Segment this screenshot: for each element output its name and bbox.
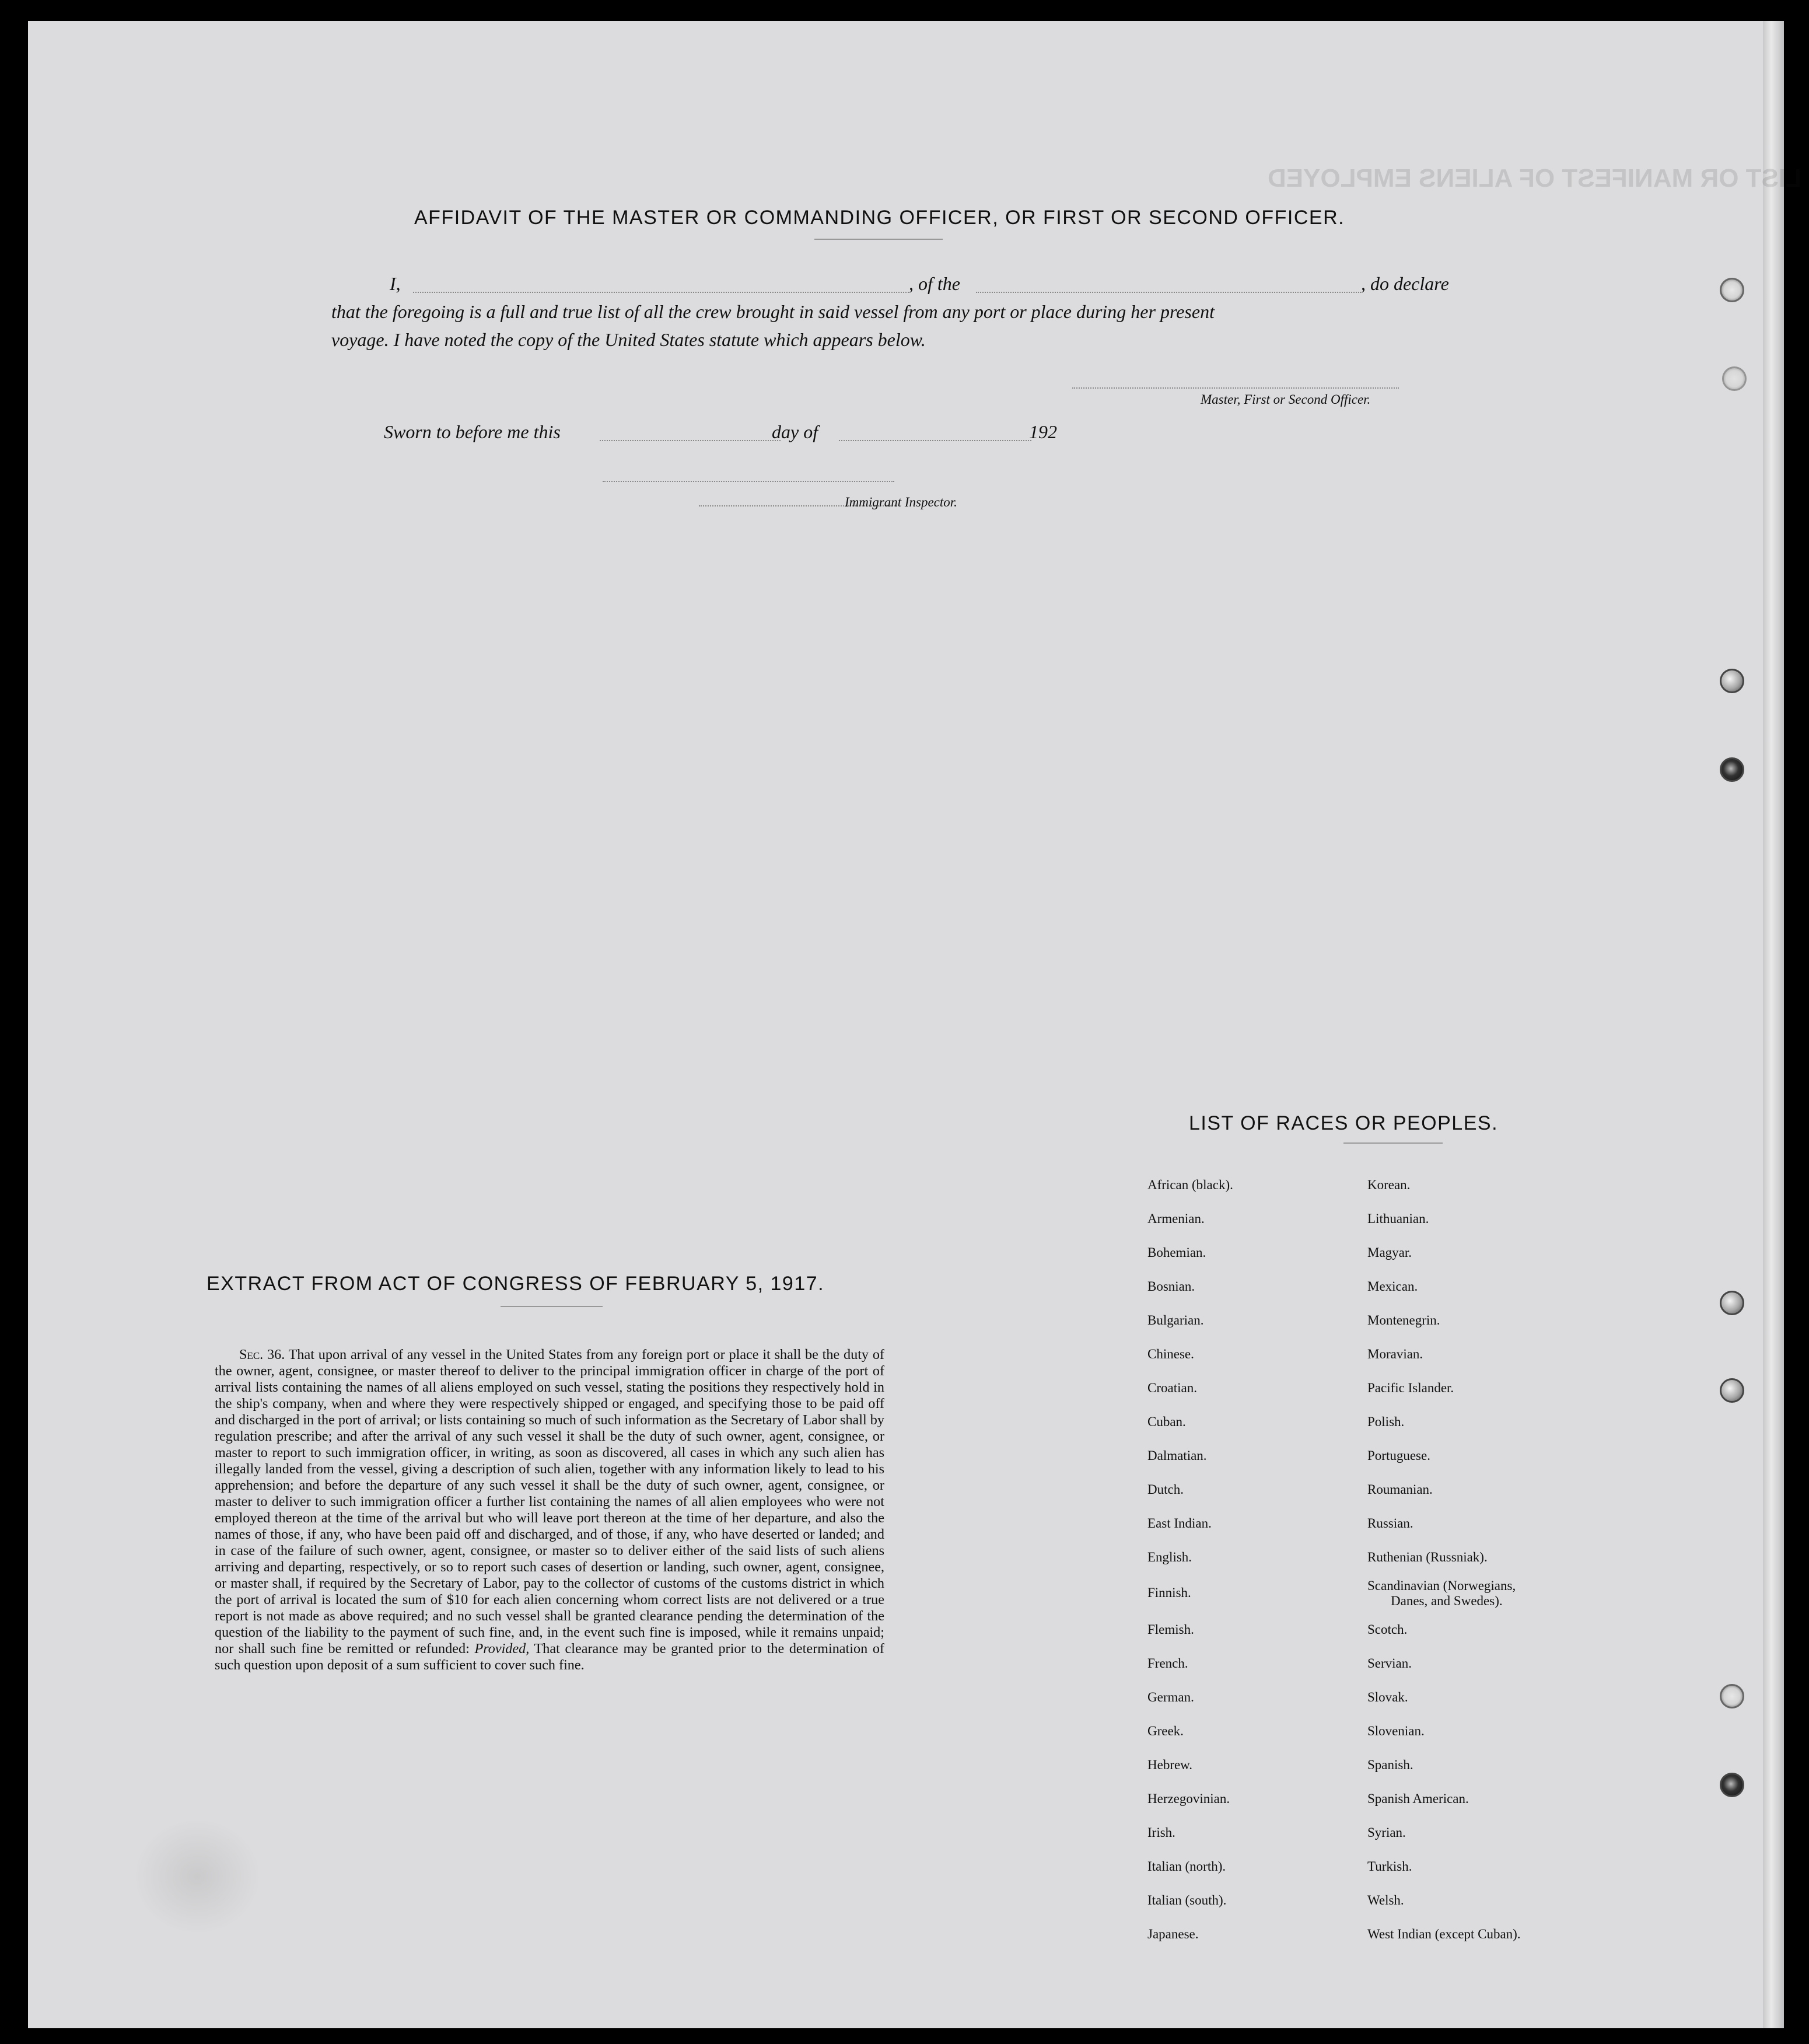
extract-body-part-1: That upon arrival of any vessel in the United States from any foreign port or place it shall be the duty of the owner, agent, consignee, or master thereof to deliver to the principal immigration officer in charge of the port of arrival lists containing the names of all aliens employed on such vessel, stating the positions they respectively hold in the ship's company, when and where they were respectively shipped or engaged, and specifying those to be paid off and discharged in the port of arrival; or lists containing so much of such information as the Secretary of Labor shall by regulation prescribe; and after the arrival of any such vessel it shall be the duty of such owner, agent, consignee, or master to report to such immigration officer, in writing, as soon as discovered, all cases in which any such alien has illegally landed from the vessel, giving a description of such alien, together with any information likely to lead to his apprehension; and before the departure of any such vessel it shall be the duty of such owner, agent, consignee, or master to deliver to such immigration officer a further list containing the names of all alien employees who were not employed thereon at the time of the arrival but who will leave port thereon at the time of her departure, and also the names of those, if any, who have been paid off and discharged, and of those, if any, who have deserted or landed; and in case of the failure of such owner, agent, consignee, or master so to deliver either of the said lists of such aliens arriving and departing, respectively, or so to report such cases of desertion or landing, such owner, agent, consignee, or master shall, if required by the Secretary of Labor, pay to the collector of customs of the customs district in which the port of arrival is located the sum of $10 for each alien concerning whom correct lists are not delivered or a true report is not made as above required; and no such vessel shall be granted clearance pending the determination of the question of the liability to the payment of such fine, and, in the event such fine is imposed, while it remains unpaid; nor shall such fine be remitted or refunded: xyxy=(215,1347,884,1657)
race-item: Slovenian. xyxy=(1367,1724,1425,1738)
extract-body xyxy=(215,1347,884,1673)
master-name-blank[interactable] xyxy=(413,292,909,293)
race-item: Mexican. xyxy=(1367,1279,1418,1294)
race-item: Lithuanian. xyxy=(1367,1211,1429,1226)
race-item: Greek. xyxy=(1147,1724,1184,1738)
master-signature-blank[interactable] xyxy=(1072,387,1399,389)
affidavit-do-declare-label: , do declare xyxy=(1361,273,1449,294)
extract-title: EXTRACT FROM ACT OF CONGRESS OF FEBRUARY 5, 1917. xyxy=(207,1273,825,1295)
race-item: Spanish. xyxy=(1367,1758,1413,1772)
race-item: Ruthenian (Russniak). xyxy=(1367,1550,1488,1564)
race-item: Chinese. xyxy=(1147,1347,1194,1361)
year-label: 192 xyxy=(1029,421,1057,442)
race-item: Servian. xyxy=(1367,1656,1412,1671)
race-item: Hebrew. xyxy=(1147,1758,1193,1772)
race-item: Pacific Islander. xyxy=(1367,1381,1454,1395)
race-item: African (black). xyxy=(1147,1178,1233,1192)
extract-title-rule xyxy=(501,1306,603,1307)
affidavit-title: AFFIDAVIT OF THE MASTER OR COMMANDING OFFICER, OR FIRST OR SECOND OFFICER. xyxy=(414,207,1345,229)
day-of-label: day of xyxy=(772,421,818,442)
binder-hole-icon xyxy=(1720,278,1744,302)
race-item: Japanese. xyxy=(1147,1927,1199,1941)
extract-provided-label: Provided, xyxy=(474,1641,530,1657)
sworn-month-blank[interactable] xyxy=(839,440,1031,441)
affidavit-line-3: voyage. I have noted the copy of the United States statute which appears below. xyxy=(331,329,926,350)
race-item: East Indian. xyxy=(1147,1516,1212,1531)
affidavit-line-2: that the foregoing is a full and true list of all the crew brought in said vessel from any port or place during her present xyxy=(331,301,1215,322)
binder-hole-icon xyxy=(1720,757,1744,782)
race-item: Polish. xyxy=(1367,1414,1405,1429)
race-item: Cuban. xyxy=(1147,1414,1186,1429)
race-item: Finnish. xyxy=(1147,1585,1191,1600)
race-item: Turkish. xyxy=(1367,1859,1412,1874)
binder-hole-icon xyxy=(1720,1378,1744,1403)
race-item: West Indian (except Cuban). xyxy=(1367,1927,1521,1941)
binder-hole-icon xyxy=(1720,1684,1744,1708)
race-item: Slovak. xyxy=(1367,1690,1408,1704)
race-item: Flemish. xyxy=(1147,1622,1194,1637)
race-item: Korean. xyxy=(1367,1178,1411,1192)
race-item: Armenian. xyxy=(1147,1211,1205,1226)
race-item: French. xyxy=(1147,1656,1188,1671)
master-caption: Master, First or Second Officer. xyxy=(1201,392,1371,407)
race-item: Dutch. xyxy=(1147,1482,1184,1497)
extract-sec-label: Sec. 36. xyxy=(239,1347,285,1362)
binder-hole-icon xyxy=(1722,366,1747,391)
race-item: Bohemian. xyxy=(1147,1245,1206,1260)
inspector-caption: Immigrant Inspector. xyxy=(845,495,957,509)
race-item: Dalmatian. xyxy=(1147,1448,1207,1463)
race-item: Herzegovinian. xyxy=(1147,1791,1230,1806)
race-item: Bosnian. xyxy=(1147,1279,1195,1294)
inspector-signature-blank-1[interactable] xyxy=(603,481,894,482)
race-item: Croatian. xyxy=(1147,1381,1197,1395)
race-item: Scandinavian (Norwegians, xyxy=(1367,1578,1516,1593)
race-item: Magyar. xyxy=(1367,1245,1412,1260)
bleed-through-text: LIST OR MANIFEST OF ALIENS EMPLOYED xyxy=(1267,164,1801,193)
race-item: Welsh. xyxy=(1367,1893,1404,1907)
race-item: Italian (south). xyxy=(1147,1893,1227,1907)
binder-hole-icon xyxy=(1720,669,1744,693)
affidavit-of-the-label: , of the xyxy=(909,273,960,294)
race-item: English. xyxy=(1147,1550,1192,1564)
races-title: LIST OF RACES OR PEOPLES. xyxy=(1189,1112,1499,1134)
extract-body-part-2: That clearance may be granted prior to the determination of such question upon deposit of a sum sufficient to cover such fine. xyxy=(215,1641,884,1673)
binder-hole-icon xyxy=(1720,1773,1744,1797)
race-item: Montenegrin. xyxy=(1367,1313,1440,1327)
race-item: Portuguese. xyxy=(1367,1448,1430,1463)
race-item: Italian (north). xyxy=(1147,1859,1226,1874)
affidavit-i-label: I, xyxy=(390,273,401,294)
affidavit-title-rule xyxy=(814,239,943,240)
paper-stain xyxy=(133,1818,261,1935)
sworn-day-blank[interactable] xyxy=(600,440,781,441)
races-title-rule xyxy=(1343,1142,1443,1144)
binder-hole-icon xyxy=(1720,1291,1744,1315)
race-item: Spanish American. xyxy=(1367,1791,1469,1806)
race-item: Irish. xyxy=(1147,1825,1175,1840)
race-item: Syrian. xyxy=(1367,1825,1406,1840)
race-item: German. xyxy=(1147,1690,1194,1704)
vessel-name-blank[interactable] xyxy=(976,292,1361,293)
sworn-label: Sworn to before me this xyxy=(384,421,561,442)
race-item: Moravian. xyxy=(1367,1347,1423,1361)
race-item: Danes, and Swedes). xyxy=(1391,1594,1503,1608)
race-item: Bulgarian. xyxy=(1147,1313,1204,1327)
document-page xyxy=(28,21,1801,2028)
race-item: Russian. xyxy=(1367,1516,1413,1531)
race-item: Roumanian. xyxy=(1367,1482,1433,1497)
race-item: Scotch. xyxy=(1367,1622,1408,1637)
